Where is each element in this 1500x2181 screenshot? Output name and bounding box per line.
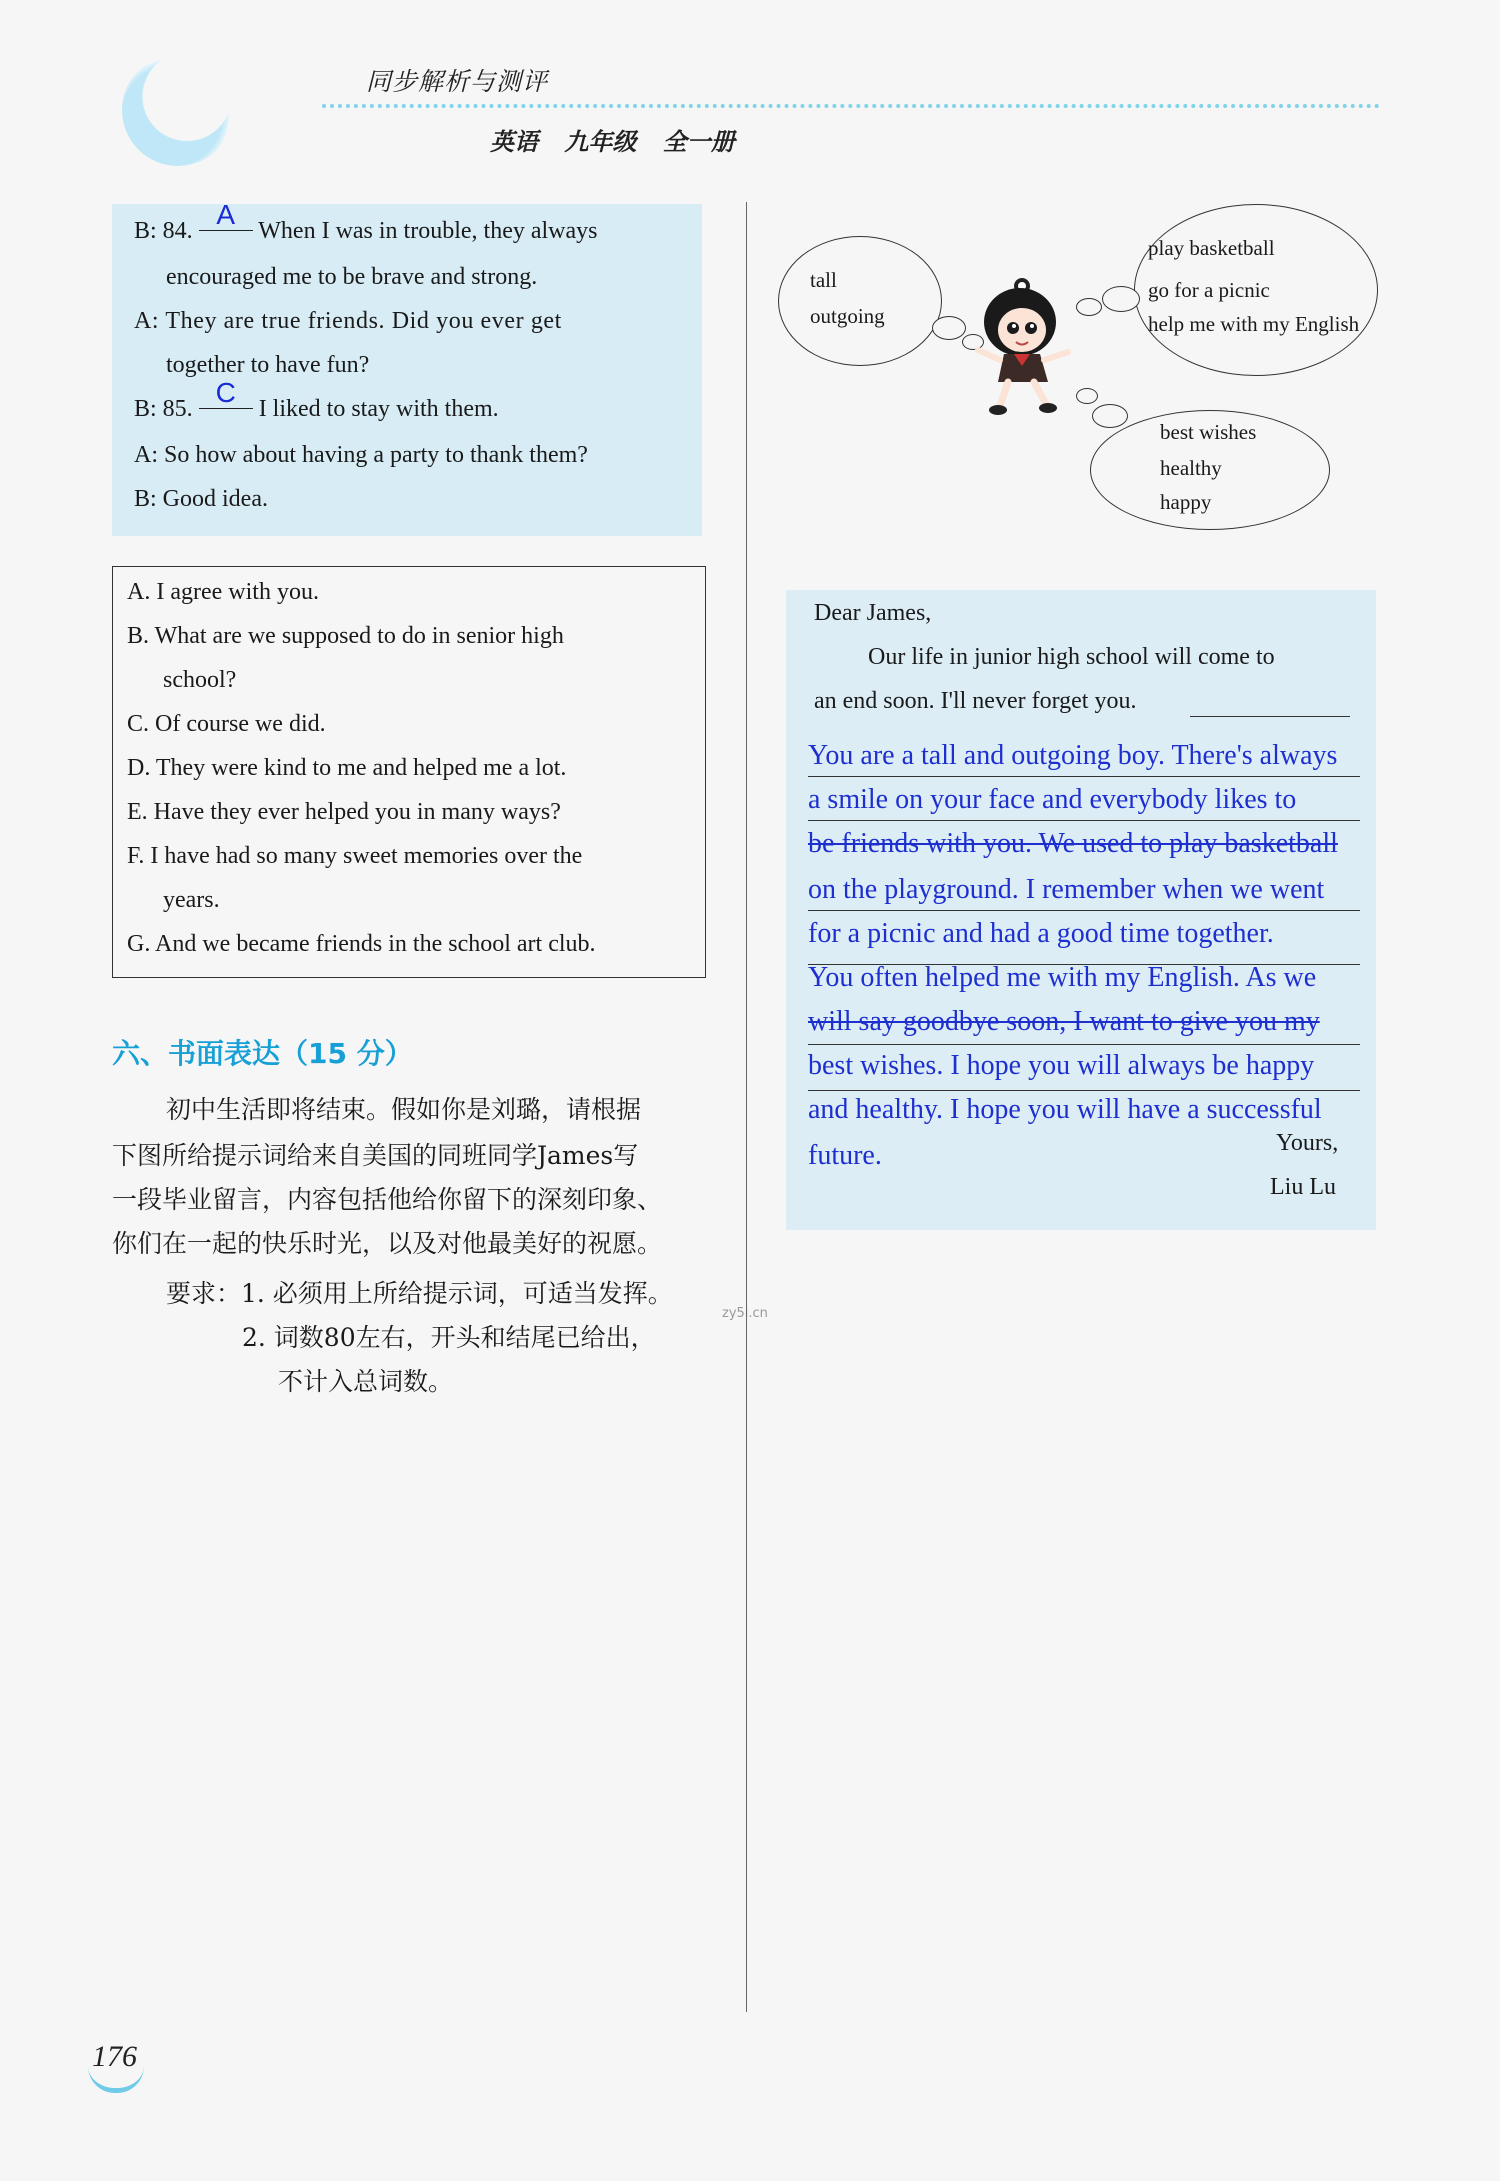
watermark: zy5l.cn bbox=[722, 1306, 768, 1321]
handwritten-line: be friends with you. We used to play basketball bbox=[808, 828, 1338, 859]
page-number: 176 bbox=[92, 2040, 137, 2073]
handwritten-line: and healthy. I hope you will have a successful bbox=[808, 1094, 1322, 1125]
handwritten-line: for a picnic and had a good time together. bbox=[808, 918, 1274, 949]
header-moon-logo bbox=[122, 54, 234, 166]
option-c: C. Of course we did. bbox=[127, 711, 326, 737]
handwritten-line: best wishes. I hope you will always be happy bbox=[808, 1050, 1315, 1081]
header-dotted-rule bbox=[322, 104, 1380, 108]
bubble-word: healthy bbox=[1160, 456, 1222, 480]
bubble-word: help me with my English bbox=[1148, 312, 1360, 336]
bubble-word: outgoing bbox=[810, 304, 885, 328]
dialog-line: B: Good idea. bbox=[134, 486, 268, 512]
section-title: 六、书面表达（15 分） bbox=[112, 1037, 413, 1070]
option-f: F. I have had so many sweet memories over the bbox=[127, 843, 583, 869]
bubble-word: go for a picnic bbox=[1148, 278, 1270, 302]
option-a: A. I agree with you. bbox=[127, 579, 319, 605]
dialog-text: When I was in trouble, they always bbox=[258, 218, 598, 244]
dialog-line: together to have fun? bbox=[166, 352, 370, 378]
answer-84: A bbox=[199, 204, 253, 231]
letter-intro: an end soon. I'll never forget you. bbox=[814, 688, 1137, 714]
header-title: 同步解析与测评 bbox=[366, 67, 549, 96]
writing-line bbox=[808, 776, 1360, 777]
question-number-84: B: 84. bbox=[134, 218, 193, 244]
options-box bbox=[112, 566, 706, 978]
handwritten-line: on the playground. I remember when we went bbox=[808, 874, 1325, 905]
handwritten-line: will say goodbye soon, I want to give you my bbox=[808, 1006, 1320, 1037]
dialog-line: A: They are true friends. Did you ever get bbox=[134, 308, 562, 334]
letter-closing: Yours, bbox=[1276, 1130, 1339, 1156]
letter-intro: Our life in junior high school will come to bbox=[868, 644, 1275, 670]
bubble-tail bbox=[1092, 404, 1128, 428]
column-divider bbox=[746, 202, 747, 2012]
handwritten-line: You often helped me with my English. As we bbox=[808, 962, 1317, 993]
dialog-line-85 bbox=[134, 377, 499, 423]
header-subtitle: 英语 九年级 全一册 bbox=[490, 128, 735, 156]
handwritten-line: future. bbox=[808, 1140, 882, 1171]
prompt-line: 初中生活即将结束。假如你是刘璐，请根据 bbox=[166, 1095, 642, 1124]
letter-signature: Liu Lu bbox=[1270, 1174, 1336, 1200]
bubble-tail bbox=[1102, 286, 1140, 312]
question-number-85: B: 85. bbox=[134, 396, 193, 422]
writing-line bbox=[808, 1044, 1360, 1045]
option-g: G. And we became friends in the school art club. bbox=[127, 931, 596, 957]
dialog-box bbox=[112, 199, 702, 536]
bubble-word: best wishes bbox=[1160, 420, 1257, 444]
writing-line bbox=[808, 1090, 1360, 1091]
bubble-word: tall bbox=[810, 268, 837, 292]
letter-salutation: Dear James, bbox=[814, 600, 932, 626]
option-b-cont: school? bbox=[163, 667, 237, 693]
dialog-line: A: So how about having a party to thank them? bbox=[134, 442, 588, 468]
requirement-2-cont: 不计入总词数。 bbox=[278, 1367, 454, 1396]
option-e: E. Have they ever helped you in many ways? bbox=[127, 799, 561, 825]
answer-blank bbox=[1190, 716, 1350, 717]
option-d: D. They were kind to me and helped me a lot. bbox=[127, 755, 567, 781]
dialog-line-84 bbox=[134, 199, 598, 245]
option-f-cont: years. bbox=[163, 887, 220, 913]
dialog-text: I liked to stay with them. bbox=[258, 396, 499, 422]
bubble-word: happy bbox=[1160, 490, 1212, 514]
dialog-line: encouraged me to be brave and strong. bbox=[166, 264, 538, 290]
option-b: B. What are we supposed to do in senior high bbox=[127, 623, 564, 649]
answer-85: C bbox=[199, 382, 253, 409]
bubble-word: play basketball bbox=[1148, 236, 1275, 260]
handwritten-line: a smile on your face and everybody likes to bbox=[808, 784, 1297, 815]
prompt-line: 一段毕业留言，内容包括他给你留下的深刻印象、 bbox=[112, 1185, 663, 1214]
handwritten-line: You are a tall and outgoing boy. There's always bbox=[808, 740, 1338, 771]
requirement-2: 2. 词数80左右，开头和结尾已给出， bbox=[242, 1323, 656, 1352]
bubble-left bbox=[778, 236, 942, 366]
page-number-decoration bbox=[88, 2066, 144, 2093]
cartoon-girl-illustration bbox=[970, 270, 1090, 420]
writing-line bbox=[808, 910, 1360, 911]
writing-line bbox=[808, 820, 1360, 821]
prompt-line: 你们在一起的快乐时光，以及对他最美好的祝愿。 bbox=[112, 1229, 663, 1258]
prompt-line: 下图所给提示词给来自美国的同班同学James写 bbox=[112, 1141, 639, 1170]
bubble-tail bbox=[932, 316, 966, 340]
requirement-1: 要求：1. 必须用上所给提示词，可适当发挥。 bbox=[166, 1279, 673, 1308]
